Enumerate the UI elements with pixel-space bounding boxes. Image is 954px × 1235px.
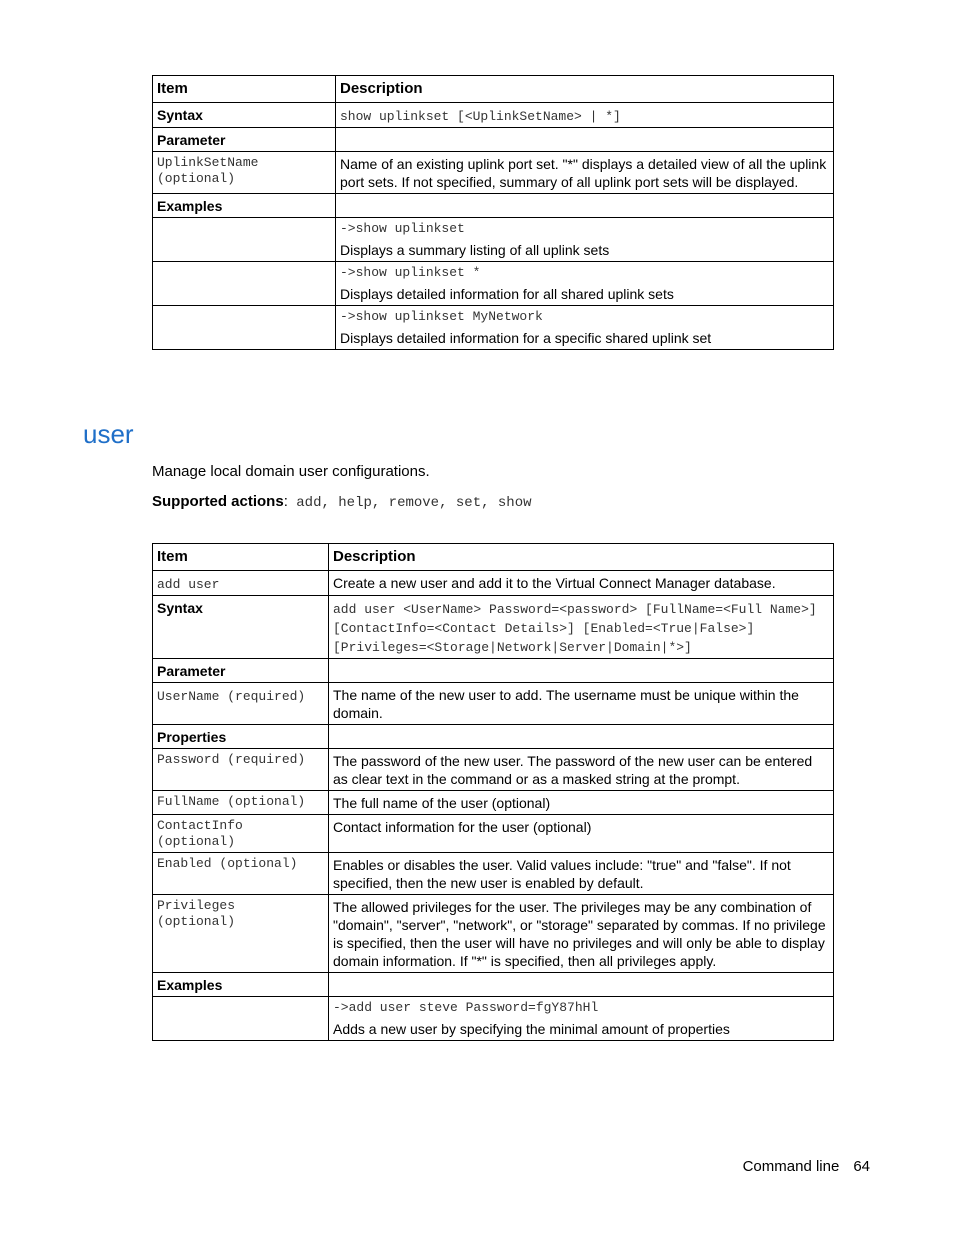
example-row	[153, 262, 834, 306]
property-description: Enables or disables the user. Valid values include: "true" and "false". If not specified, then the new user is enabled by default.	[329, 853, 834, 895]
examples-label: Examples	[153, 973, 329, 997]
action-description: Create a new user and add it to the Virtual Connect Manager database.	[329, 571, 834, 596]
property-row	[153, 749, 834, 791]
uplinkset-table	[152, 75, 834, 350]
property-qualifier: (optional)	[157, 914, 236, 929]
table-row	[153, 725, 834, 749]
example-cell	[336, 218, 834, 262]
example-command: ->add user steve Password=fgY87hHl	[333, 1000, 599, 1015]
examples-label: Examples	[153, 194, 336, 218]
param-name-cell	[153, 152, 336, 194]
property-row	[153, 815, 834, 853]
param-name-cell	[153, 683, 329, 725]
empty-cell	[153, 997, 329, 1041]
example-row	[153, 997, 834, 1041]
example-row	[153, 306, 834, 350]
example-row	[153, 218, 834, 262]
example-cell	[336, 306, 834, 350]
example-description: Adds a new user by specifying the minimal amount of properties	[333, 1021, 730, 1037]
syntax-value: show uplinkset [<UplinkSetName> | *]	[340, 109, 621, 124]
example-description: Displays a summary listing of all uplink sets	[340, 242, 610, 258]
action-name: add user	[157, 577, 220, 592]
property-description: The full name of the user (optional)	[329, 791, 834, 815]
example-command: ->show uplinkset MyNetwork	[340, 309, 543, 324]
parameter-label: Parameter	[153, 659, 329, 683]
supported-actions-label: Supported actions	[152, 493, 284, 510]
property-name-cell	[153, 853, 329, 895]
empty-cell	[153, 306, 336, 350]
column-header-description: Description	[329, 544, 834, 571]
section-title: user	[83, 419, 134, 449]
parameter-label: Parameter	[153, 128, 336, 152]
property-name-cell	[153, 895, 329, 973]
property-name-cell	[153, 815, 329, 853]
param-description: The name of the new user to add. The username must be unique within the domain.	[329, 683, 834, 725]
table-row	[153, 194, 834, 218]
table-row	[153, 596, 834, 659]
action-cell	[153, 571, 329, 596]
example-cell	[329, 997, 834, 1041]
properties-label: Properties	[153, 725, 329, 749]
property-qualifier: (optional)	[157, 834, 236, 849]
table-row	[153, 973, 834, 997]
property-name: Enabled (optional)	[157, 856, 298, 871]
column-header-item: Item	[153, 76, 336, 103]
table-header-row	[153, 544, 834, 571]
empty-cell	[336, 128, 834, 152]
syntax-label: Syntax	[153, 103, 336, 128]
param-name: UserName (required)	[157, 689, 306, 704]
empty-cell	[153, 262, 336, 306]
example-description: Displays detailed information for all shared uplink sets	[340, 286, 674, 302]
table-row	[153, 152, 834, 194]
page-footer	[743, 1158, 870, 1175]
property-name-cell	[153, 791, 329, 815]
example-cell	[336, 262, 834, 306]
property-row	[153, 853, 834, 895]
example-command: ->show uplinkset *	[340, 265, 481, 280]
property-name-cell	[153, 749, 329, 791]
supported-actions-colon: :	[283, 493, 288, 510]
property-description: The password of the new user. The password of the new user can be entered as clear text in the command or as a masked string at the prompt.	[329, 749, 834, 791]
table-row	[153, 103, 834, 128]
empty-cell	[329, 973, 834, 997]
param-qualifier: (optional)	[157, 171, 236, 186]
table-row	[153, 659, 834, 683]
syntax-cell	[336, 103, 834, 128]
supported-actions	[152, 493, 532, 511]
column-header-item: Item	[153, 544, 329, 571]
empty-cell	[153, 218, 336, 262]
property-name: ContactInfo	[157, 818, 243, 833]
syntax-label: Syntax	[153, 596, 329, 659]
syntax-cell	[329, 596, 834, 659]
syntax-value: add user <UserName> Password=<password> [FullName=<Full Name>] [ContactInfo=<Contact Details>] [Enabled=<True|False>] [Privileges=<Storage|Network|Server|Domain|*>]	[333, 602, 817, 655]
empty-cell	[336, 194, 834, 218]
property-description: The allowed privileges for the user. The privileges may be any combination of "domain", "server", "network", or "storage" separated by commas. If no privilege is specified, then the user will have no privileges and will only be able to display domain information. If "*" is specified, then all privileges apply.	[329, 895, 834, 973]
property-row	[153, 895, 834, 973]
section-intro: Manage local domain user configurations.	[152, 463, 430, 480]
user-table	[152, 543, 834, 1041]
property-name: Password (required)	[157, 752, 306, 767]
property-name: FullName (optional)	[157, 794, 306, 809]
table-row	[153, 571, 834, 596]
property-row	[153, 791, 834, 815]
column-header-description: Description	[336, 76, 834, 103]
property-name: Privileges	[157, 898, 236, 913]
empty-cell	[329, 725, 834, 749]
supported-actions-list: add, help, remove, set, show	[287, 495, 532, 511]
param-name: UplinkSetName	[157, 155, 259, 170]
table-row	[153, 128, 834, 152]
empty-cell	[329, 659, 834, 683]
table-header-row	[153, 76, 834, 103]
example-description: Displays detailed information for a specific shared uplink set	[340, 330, 712, 346]
example-command: ->show uplinkset	[340, 221, 465, 236]
table-row	[153, 683, 834, 725]
param-description: Name of an existing uplink port set. "*" displays a detailed view of all the uplink port sets. If not specified, summary of all uplink port sets will be displayed.	[336, 152, 834, 194]
page-number: 64	[853, 1158, 870, 1175]
property-description: Contact information for the user (optional)	[329, 815, 834, 853]
footer-section-name: Command line	[742, 1158, 840, 1175]
